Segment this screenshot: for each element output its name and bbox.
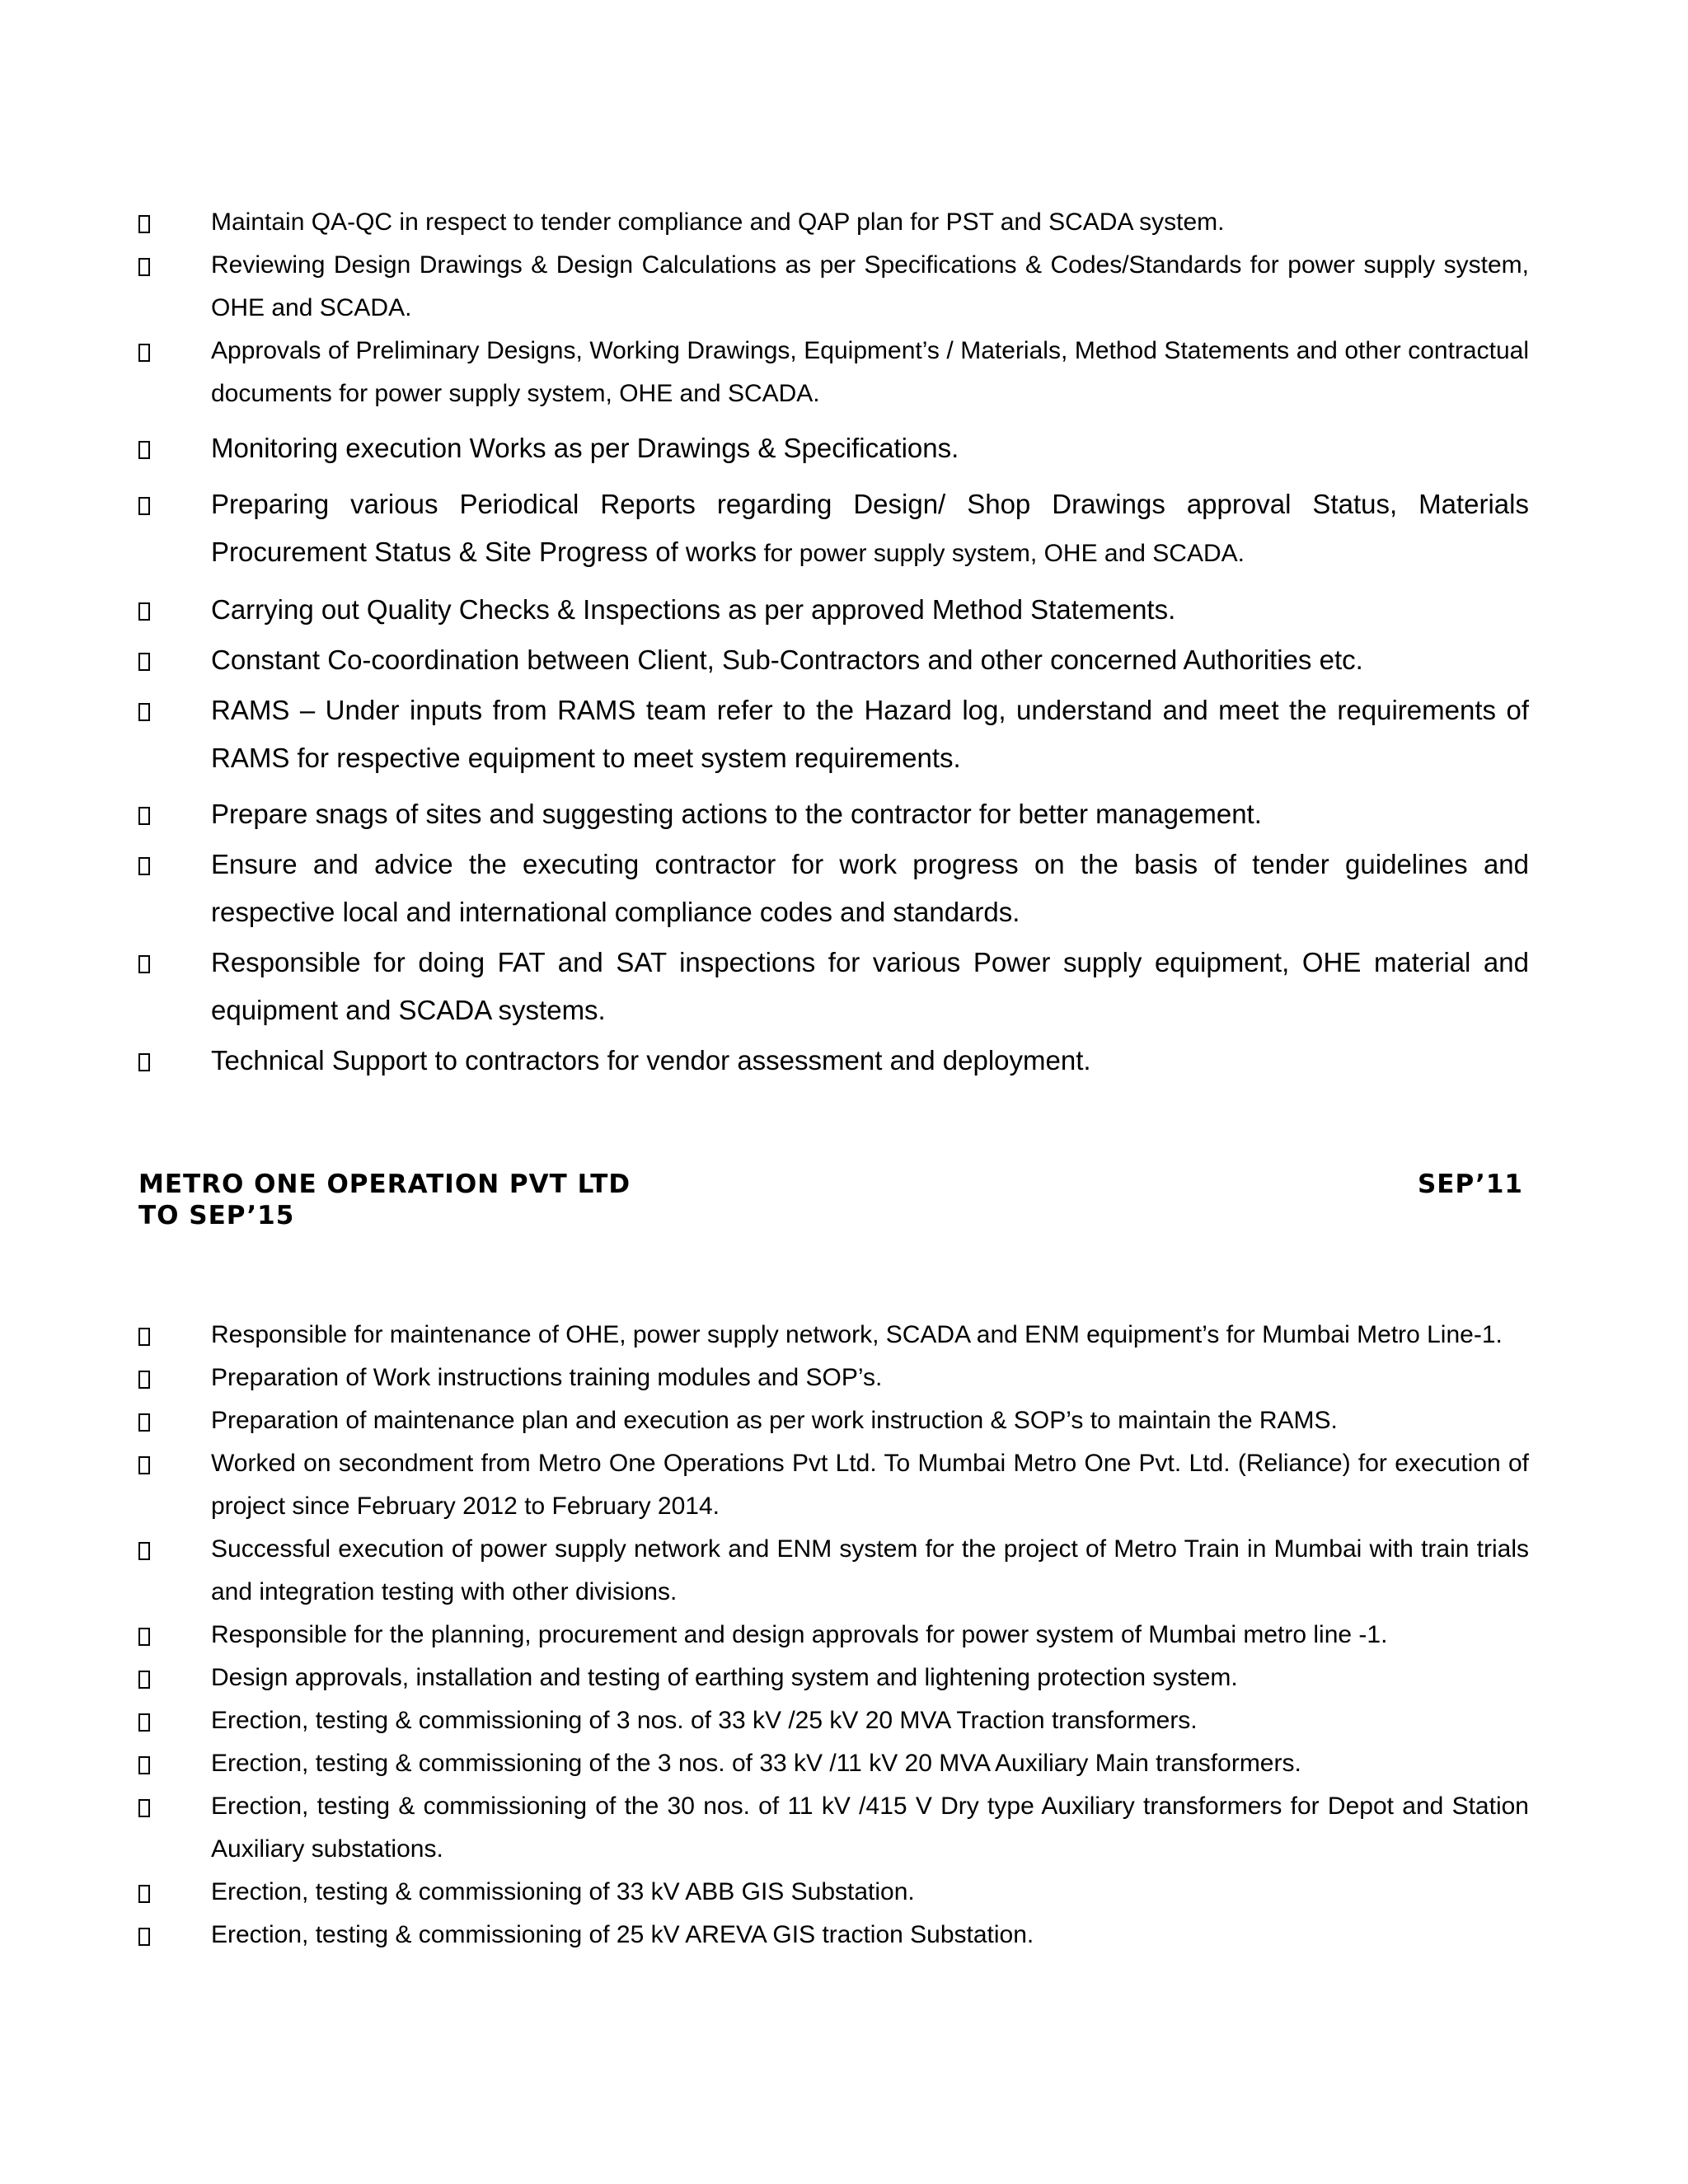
list-item-text: Responsible for the planning, procurement and design approvals for power system of Mumbai metro line -1. bbox=[211, 1621, 1388, 1648]
list-item-text: Prepare snags of sites and suggesting actions to the contractor for better management. bbox=[211, 799, 1262, 829]
responsibilities-list-a bbox=[0, 201, 1688, 415]
bullet-box-icon bbox=[138, 1456, 150, 1474]
list-item bbox=[0, 1914, 1688, 1957]
list-item-suffix-text: for power supply system, OHE and SCADA. bbox=[757, 540, 1245, 567]
company-name: METRO ONE OPERATION PVT LTD bbox=[138, 1169, 631, 1199]
bullet-box-icon bbox=[138, 1713, 150, 1732]
list-item-text: Preparation of Work instructions training modules and SOP’s. bbox=[211, 1364, 883, 1391]
list-item-text: Maintain QA-QC in respect to tender compliance and QAP plan for PST and SCADA system. bbox=[211, 209, 1225, 236]
bullet-box-icon bbox=[138, 653, 150, 671]
list-item-text bbox=[211, 480, 1529, 578]
list-item-text: Approvals of Preliminary Designs, Working Drawings, Equipment’s / Materials, Method Statements and other contractual documents for power supply system, OHE and SCADA. bbox=[211, 337, 1529, 407]
list-item bbox=[0, 1871, 1688, 1914]
list-item bbox=[0, 1614, 1688, 1657]
bullet-box-icon bbox=[138, 1628, 150, 1646]
list-item-text: Technical Support to contractors for vendor assessment and deployment. bbox=[211, 1045, 1091, 1076]
list-item bbox=[0, 687, 1688, 782]
bullet-box-icon bbox=[138, 1371, 150, 1389]
bullet-box-icon bbox=[138, 344, 150, 362]
list-item-text: Worked on secondment from Metro One Operations Pvt Ltd. To Mumbai Metro One Pvt. Ltd. (Reliance) for execution of project since February 2012 to February 2014. bbox=[211, 1450, 1529, 1520]
list-item bbox=[0, 1657, 1688, 1699]
list-item bbox=[0, 1528, 1688, 1614]
bullet-box-icon bbox=[138, 857, 150, 875]
list-item bbox=[0, 1442, 1688, 1528]
bullet-box-icon bbox=[138, 703, 150, 721]
list-item-main-text: Preparing various Periodical Reports regarding Design/ Shop Drawings approval Status, Materials Procurement Status & Site Progress of works bbox=[211, 489, 1529, 567]
employer-responsibilities-list bbox=[0, 1314, 1688, 1957]
list-item-text: Monitoring execution Works as per Drawings & Specifications. bbox=[211, 433, 959, 463]
bullet-box-icon bbox=[138, 602, 150, 621]
bullet-box-icon bbox=[138, 1328, 150, 1346]
list-item bbox=[0, 841, 1688, 936]
bullet-box-icon bbox=[138, 955, 150, 973]
bullet-box-icon bbox=[138, 215, 150, 233]
employment-period-start: SEP’11 bbox=[1417, 1169, 1523, 1199]
list-item bbox=[0, 790, 1688, 838]
list-item bbox=[0, 201, 1688, 244]
list-item-text: Ensure and advice the executing contractor for work progress on the basis of tender guidelines and respective local and international compliance codes and standards. bbox=[211, 849, 1529, 927]
list-item bbox=[0, 586, 1688, 634]
list-item bbox=[0, 1699, 1688, 1742]
list-item bbox=[0, 1785, 1688, 1871]
list-item-text: Erection, testing & commissioning of 25 kV AREVA GIS traction Substation. bbox=[211, 1921, 1034, 1948]
list-item-text: Responsible for doing FAT and SAT inspections for various Power supply equipment, OHE material and equipment and SCADA systems. bbox=[211, 947, 1529, 1025]
bullet-box-icon bbox=[138, 258, 150, 276]
list-item bbox=[0, 330, 1688, 415]
list-item-text: Constant Co-coordination between Client, Sub-Contractors and other concerned Authorities etc. bbox=[211, 644, 1363, 675]
list-item bbox=[0, 939, 1688, 1034]
bullet-box-icon bbox=[138, 1413, 150, 1432]
bullet-box-icon bbox=[138, 1928, 150, 1946]
bullet-box-icon bbox=[138, 1053, 150, 1071]
bullet-box-icon bbox=[138, 1671, 150, 1689]
list-item-text: Preparation of maintenance plan and execution as per work instruction & SOP’s to maintain the RAMS. bbox=[211, 1407, 1338, 1434]
list-item-text: Design approvals, installation and testing of earthing system and lightening protection system. bbox=[211, 1664, 1238, 1691]
list-item-text: Responsible for maintenance of OHE, power supply network, SCADA and ENM equipment’s for Mumbai Metro Line-1. bbox=[211, 1321, 1503, 1348]
bullet-box-icon bbox=[138, 441, 150, 459]
list-item bbox=[0, 480, 1688, 578]
list-item bbox=[0, 1314, 1688, 1357]
list-item-text: Erection, testing & commissioning of the 30 nos. of 11 kV /415 V Dry type Auxiliary transformers for Depot and Station Auxiliary substations. bbox=[211, 1793, 1529, 1863]
employer-heading bbox=[138, 1169, 1523, 1231]
list-item bbox=[0, 1037, 1688, 1085]
bullet-box-icon bbox=[138, 807, 150, 825]
list-item-text: Successful execution of power supply network and ENM system for the project of Metro Train in Mumbai with train trials and integration testing with other divisions. bbox=[211, 1535, 1529, 1605]
list-item-text: Erection, testing & commissioning of 33 kV ABB GIS Substation. bbox=[211, 1878, 915, 1905]
list-item bbox=[0, 424, 1688, 472]
bullet-box-icon bbox=[138, 1756, 150, 1774]
list-item-text: Erection, testing & commissioning of 3 nos. of 33 kV /25 kV 20 MVA Traction transformers. bbox=[211, 1707, 1198, 1734]
responsibilities-list-b bbox=[0, 424, 1688, 1087]
employment-period-end: TO SEP’15 bbox=[138, 1201, 295, 1230]
bullet-box-icon bbox=[138, 1799, 150, 1817]
list-item bbox=[0, 1399, 1688, 1442]
list-item bbox=[0, 1357, 1688, 1399]
list-item-text: Carrying out Quality Checks & Inspections as per approved Method Statements. bbox=[211, 594, 1176, 625]
list-item-text: Reviewing Design Drawings & Design Calculations as per Specifications & Codes/Standards for power supply system, OHE and SCADA. bbox=[211, 251, 1529, 321]
bullet-box-icon bbox=[138, 1542, 150, 1560]
list-item-text: Erection, testing & commissioning of the 3 nos. of 33 kV /11 kV 20 MVA Auxiliary Main transformers. bbox=[211, 1750, 1301, 1777]
list-item bbox=[0, 244, 1688, 330]
list-item bbox=[0, 1742, 1688, 1785]
list-item bbox=[0, 636, 1688, 684]
bullet-box-icon bbox=[138, 1885, 150, 1903]
bullet-box-icon bbox=[138, 497, 150, 515]
list-item-text: RAMS – Under inputs from RAMS team refer to the Hazard log, understand and meet the requirements of RAMS for respective equipment to meet system requirements. bbox=[211, 695, 1529, 773]
